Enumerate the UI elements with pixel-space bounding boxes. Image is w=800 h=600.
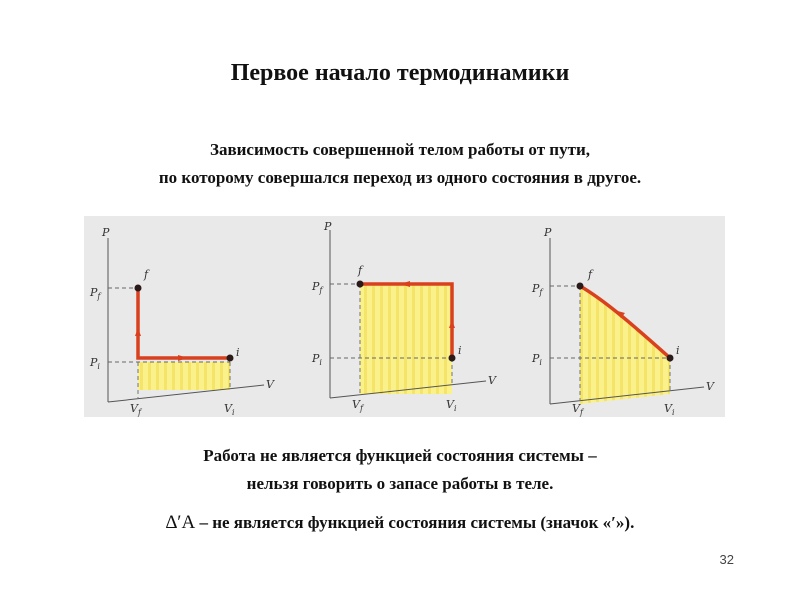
pi-label: $P_i$ (532, 352, 542, 367)
point-i-label: i (236, 346, 240, 359)
point-f-label: f (358, 264, 363, 277)
pi-label: $P_i$ (90, 356, 100, 371)
slide-subtitle (0, 136, 800, 192)
vi-label: $V_i$ (664, 402, 675, 417)
vf-label: $V_f$ (130, 402, 141, 417)
page-number: 32 (719, 552, 734, 567)
pi-label: $P_i$ (312, 352, 322, 367)
v-axis-label: V (488, 374, 496, 387)
point-f-label: f (144, 268, 149, 281)
work-symbol: ∆′A (165, 512, 196, 533)
pv-diagrams-panel (84, 216, 725, 417)
vf-label: $V_f$ (572, 402, 583, 417)
pf-label: $P_f$ (312, 280, 323, 295)
pf-label: $P_f$ (90, 286, 101, 301)
vi-label: $V_i$ (446, 398, 457, 413)
point-initial (227, 355, 234, 362)
process-path (138, 288, 230, 358)
slide-title: Первое начало термодинамики (230, 60, 570, 86)
subtitle-line: Зависимость совершенной телом работы от пути, (209, 140, 590, 159)
vf-label: $V_f$ (352, 398, 363, 413)
statement-line: нельзя говорить о запасе работы в теле. (246, 474, 554, 493)
point-final (135, 285, 142, 292)
pv-diagrams (84, 216, 725, 417)
point-final (357, 281, 364, 288)
pf-label: $P_f$ (532, 282, 543, 297)
point-final (577, 283, 584, 290)
point-initial (449, 355, 456, 362)
point-initial (667, 355, 674, 362)
note (0, 512, 800, 534)
p-axis-label: P (102, 226, 110, 239)
note-text: – не является функцией состояния системы (значок «′»). (195, 513, 635, 532)
vi-label: $V_i$ (224, 402, 235, 417)
statement-line: Работа не является функцией состояния системы – (203, 446, 597, 465)
p-axis-label: P (324, 220, 332, 233)
point-i-label: i (676, 344, 680, 357)
pv-diagram-1 (89, 226, 275, 417)
v-axis-label: V (266, 378, 274, 391)
direction-arrow (135, 328, 141, 336)
subtitle-line: по которому совершался переход из одного состояния в другое. (158, 168, 642, 187)
point-i-label: i (458, 344, 462, 357)
v-axis-label: V (706, 380, 714, 393)
statement (0, 442, 800, 498)
work-area (360, 284, 452, 394)
p-axis-label: P (544, 226, 552, 239)
pv-diagram-2 (311, 220, 497, 413)
pv-diagram-3 (531, 226, 715, 417)
direction-arrow (178, 355, 188, 361)
point-f-label: f (588, 268, 593, 281)
work-area (138, 362, 230, 390)
